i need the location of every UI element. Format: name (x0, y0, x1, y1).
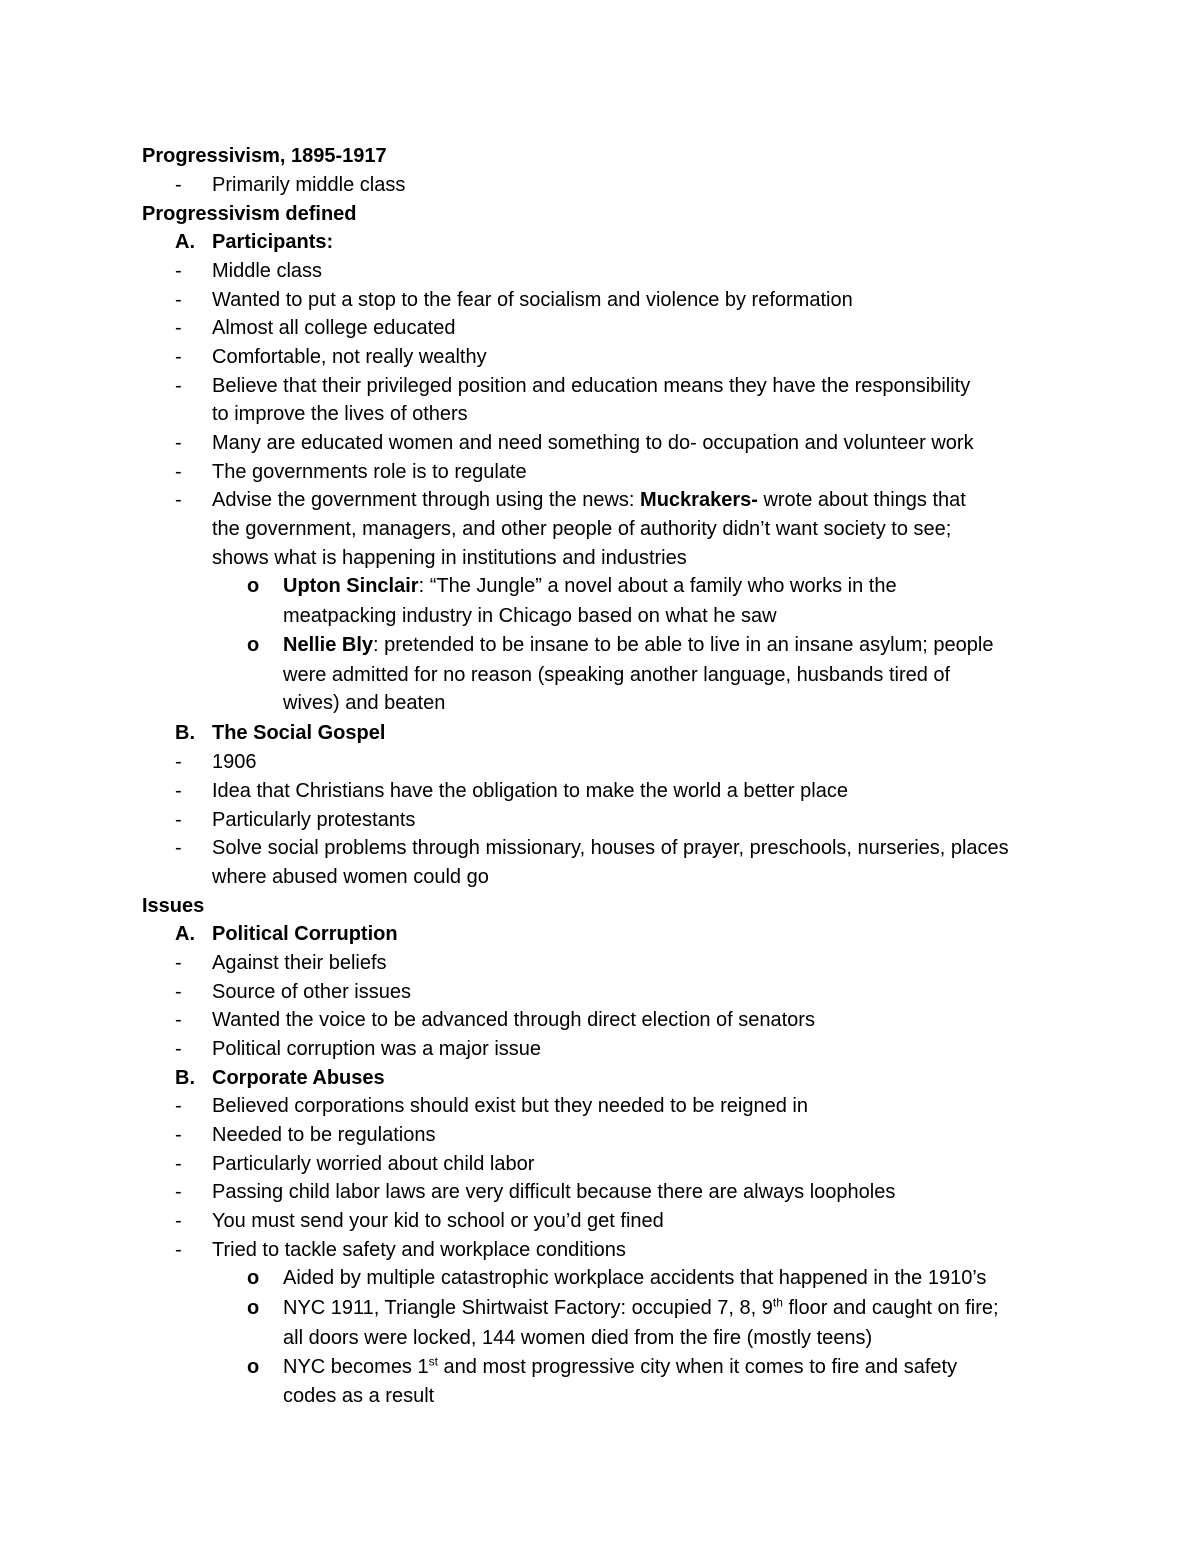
dash-bullet: - (175, 174, 182, 196)
heading-progressivism: Progressivism, 1895-1917 (142, 145, 387, 167)
circle-bullet: o (247, 1267, 260, 1289)
document-page: Progressivism, 1895-1917 - Primarily middle class Progressivism defined A. Participants: - Middle class - Wanted to put a stop to the fear of socialism and violence by reformation - Almost all college educated - Comfortable, not really wealthy - Believe that their privileged position and education means they have the responsibility to improve the lives of others - Many are educated women and need something to do- occupation and volunteer work - The governments role is to regulate - Advise the government through using the news: Muckrakers- wrote about things that the government, managers, and other people of authority didn’t want society to see; shows what is happening in institutions and industries o Upton Sinclair: “The Jungle” a novel about a family who works in the meatpacking industry in Chicago based on what he saw o Nellie Bly: pretended to be insane to be able to live in an insane asylum; people were admitted for no reason (speaking another language, husbands tired of wives) and beaten B. The Social Gospel - 1906 - Idea that Christians have the obligation to make the world a better place - Particularly protestants - Solve social problems through missionary, houses of prayer, preschools, nurseries, places where abused women could go Issues A. Political Corruption - Against their beliefs - Source of other issues - Wanted the voice to be advanced through direct election of senators - Political corruption was a major issue B. Corporate Abuses - Believed corporations should exist but they needed to be reigned in - Needed to be regulations - Particularly worried about child labor - Passing child labor laws are very difficult because there are always loopholes - You must send your kid to school or you’d get fined - Tried to tackle safety and workplace conditions o Aided by multiple catastrophic workplace accidents that happened in the 1910’s o NYC 1911, Triangle Shirtwaist Factory: occupied 7, 8, 9th floor and caught on fire; all doors were locked, 144 women died from the fire (mostly teens) o NYC becomes 1st and most progressive city when it comes to fire and safety codes as a result (0, 0, 1200, 1553)
term-muckrakers: Muckrakers- (640, 489, 758, 511)
letter-a: A. (175, 923, 195, 945)
letter-b: B. (175, 1067, 195, 1089)
circle-bullet: o (247, 575, 260, 597)
circle-bullet: o (247, 1297, 260, 1319)
letter-b: B. (175, 722, 195, 744)
circle-bullet: o (247, 634, 260, 656)
heading-issues: Issues (142, 895, 205, 917)
letter-a: A. (175, 231, 195, 253)
heading-progressivism-defined: Progressivism defined (142, 203, 357, 225)
circle-bullet: o (247, 1356, 260, 1378)
